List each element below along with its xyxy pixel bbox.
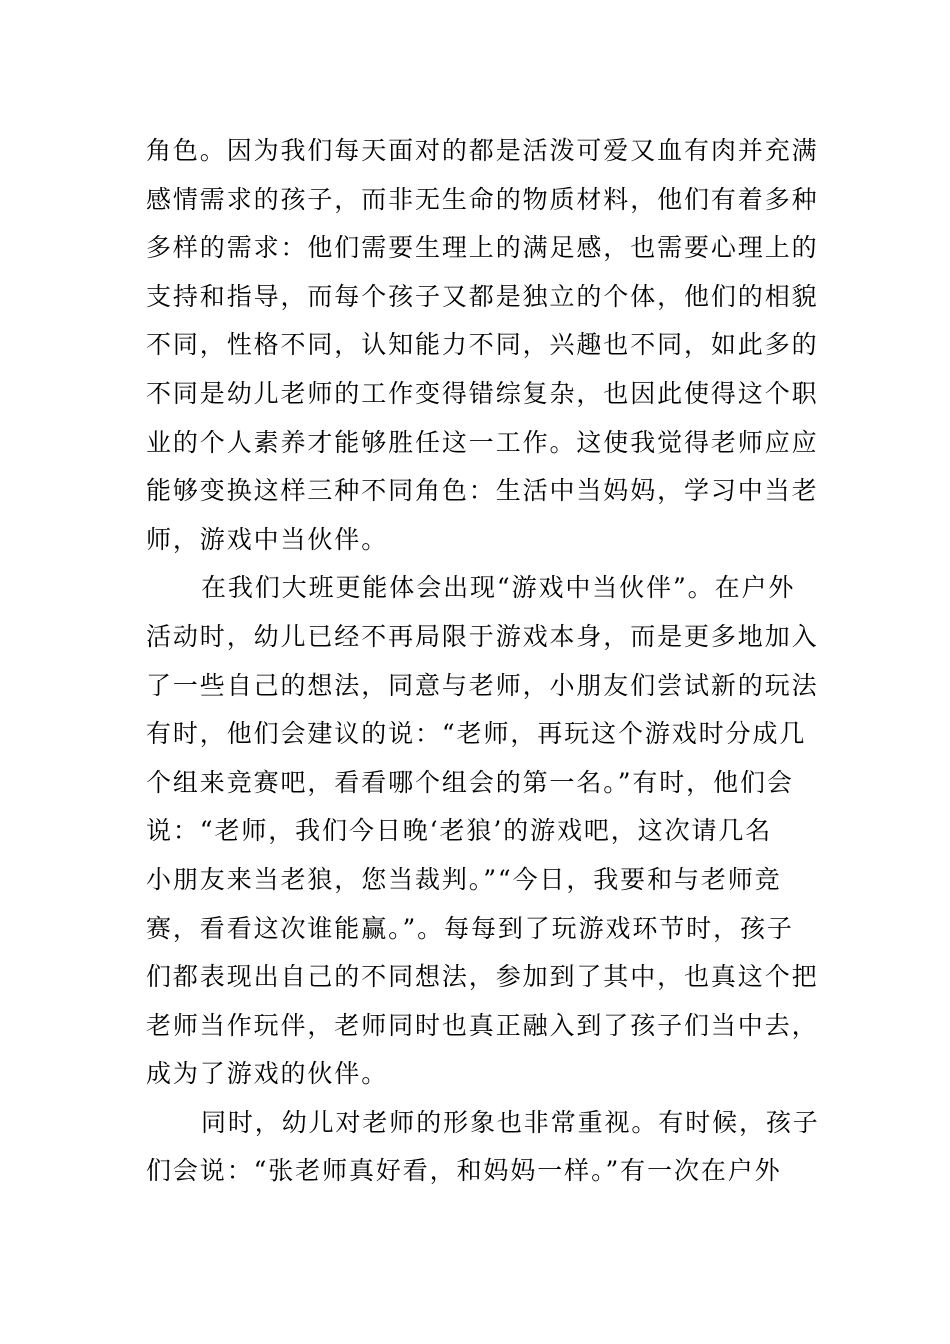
text-line: 感情需求的孩子，而非无生命的物质材料，他们有着多种 [146, 184, 819, 214]
text-line: 了一些自己的想法，同意与老师，小朋友们尝试新的玩法 [146, 670, 819, 700]
text-line: 角色。因为我们每天面对的都是活泼可爱又血有肉并充满 [146, 136, 819, 165]
text-line: 老师当作玩伴，老师同时也真正融入到了孩子们当中去， [146, 1010, 819, 1040]
text-line: 有时，他们会建议的说：“老师，再玩这个游戏时分成几 [146, 719, 807, 749]
text-line: 不同是幼儿老师的工作变得错综复杂，也因此使得这个职 [146, 378, 819, 408]
text-line: 支持和指导，而每个孩子又都是独立的个体，他们的相貌 [146, 281, 819, 311]
paragraph-start-line: 同时，幼儿对老师的形象也非常重视。有时候，孩子 [201, 1107, 820, 1137]
text-line: 不同，性格不同，认知能力不同，兴趣也不同，如此多的 [146, 330, 819, 360]
text-line: 说：“老师，我们今日晚‘老狼’的游戏吧，这次请几名 [146, 816, 773, 846]
text-line: 们会说：“张老师真好看，和妈妈一样。”有一次在户外 [146, 1156, 782, 1186]
text-line: 成为了游戏的伙伴。 [146, 1059, 389, 1089]
text-line: 师，游戏中当伙伴。 [146, 524, 389, 554]
text-line: 小朋友来当老狼，您当裁判。”“今日，我要和与老师竞 [146, 864, 782, 894]
text-line: 们都表现出自己的不同想法，参加到了其中，也真这个把 [146, 962, 819, 992]
text-line: 多样的需求：他们需要生理上的满足感，也需要心理上的 [146, 233, 819, 263]
text-line: 赛，看看这次谁能赢。”。每每到了玩游戏环节时，孩子 [146, 913, 794, 943]
paragraph-start-line: 在我们大班更能体会出现“游戏中当伙伴”。在户外 [201, 573, 796, 603]
text-line: 业的个人素养才能够胜任这一工作。这使我觉得老师应应 [146, 427, 819, 457]
text-line: 个组来竞赛吧，看看哪个组会的第一名。”有时，他们会 [146, 767, 794, 797]
text-line: 能够变换这样三种不同角色：生活中当妈妈，学习中当老 [146, 476, 819, 506]
body-text [146, 127, 820, 1196]
text-line: 活动时，幼儿已经不再局限于游戏本身，而是更多地加入 [146, 621, 819, 651]
